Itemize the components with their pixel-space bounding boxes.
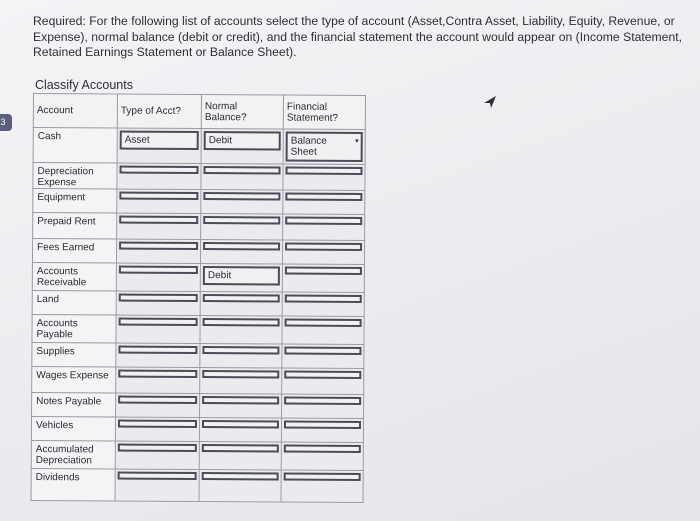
normal-balance-input-value: Debit [207, 270, 232, 282]
table-row [31, 468, 363, 502]
normal-balance-input[interactable] [203, 318, 280, 326]
classify-accounts-table [31, 93, 366, 503]
account-name-cell: Fees Earned [32, 239, 116, 264]
normal-balance-input-cell [200, 316, 282, 345]
financial-statement-select-cell [283, 129, 365, 165]
normal-balance-input[interactable] [204, 166, 281, 174]
normal-balance-input[interactable] [202, 346, 279, 354]
normal-balance-input[interactable] [202, 472, 279, 480]
table-row [32, 314, 364, 344]
type-of-account-input[interactable] [120, 166, 199, 174]
type-of-account-input-cell [116, 367, 200, 394]
type-of-account-input[interactable] [118, 444, 197, 452]
type-of-account-input-cell [116, 393, 200, 418]
account-name-cell: Depreciation Expense [33, 163, 117, 190]
normal-balance-input-cell [200, 240, 282, 265]
type-of-account-input-cell [115, 417, 199, 442]
financial-statement-select[interactable] [284, 473, 361, 481]
financial-statement-select-value: Balance Sheet [290, 135, 327, 158]
account-name-cell: Wages Expense [32, 366, 116, 393]
financial-statement-select-cell [281, 418, 363, 443]
financial-statement-select[interactable] [286, 132, 363, 162]
type-of-account-input[interactable] [119, 192, 198, 200]
header-type-of-account: Type of Acct? [117, 94, 201, 129]
type-of-account-input-cell [117, 163, 201, 190]
financial-statement-select-cell [282, 292, 364, 317]
financial-statement-select[interactable] [285, 217, 362, 225]
type-of-account-input-cell [116, 343, 200, 368]
normal-balance-input[interactable] [203, 294, 280, 302]
financial-statement-select[interactable] [285, 267, 362, 275]
financial-statement-select-cell [281, 470, 363, 503]
type-of-account-input[interactable] [118, 370, 197, 378]
table-row [33, 213, 365, 241]
financial-statement-select[interactable] [284, 371, 361, 379]
table-row [33, 128, 365, 165]
normal-balance-input[interactable] [203, 192, 280, 200]
table-row [31, 440, 363, 470]
financial-statement-select-cell [282, 368, 364, 395]
account-name-cell: Vehicles [31, 416, 115, 441]
table-row [32, 366, 364, 394]
section-title: Classify Accounts [35, 78, 133, 92]
account-name-cell: Accounts Payable [32, 314, 116, 343]
financial-statement-select[interactable] [284, 397, 361, 405]
financial-statement-select[interactable] [285, 319, 362, 327]
account-name-cell: Dividends [31, 468, 115, 501]
normal-balance-input-cell [200, 264, 282, 293]
financial-statement-select-cell [282, 344, 364, 369]
type-of-account-input-cell [115, 441, 199, 470]
header-normal-balance: Normal Balance? [201, 95, 283, 130]
table-body [31, 128, 365, 503]
normal-balance-input-cell [201, 214, 283, 241]
normal-balance-input-cell [201, 190, 283, 215]
table-row [32, 239, 364, 265]
normal-balance-input[interactable] [203, 216, 280, 224]
normal-balance-input[interactable] [202, 396, 279, 404]
account-name-cell: Accumulated Depreciation [31, 440, 115, 469]
financial-statement-select-cell [283, 164, 365, 191]
type-of-account-input-cell [116, 263, 200, 292]
normal-balance-input[interactable] [202, 444, 279, 452]
financial-statement-select[interactable] [285, 243, 362, 251]
normal-balance-input-cell [201, 164, 283, 191]
table-row [33, 189, 365, 215]
normal-balance-input[interactable] [203, 266, 280, 285]
table-row [31, 416, 363, 442]
normal-balance-input-cell [201, 129, 283, 165]
header-account: Account [33, 94, 117, 129]
financial-statement-select[interactable] [284, 347, 361, 355]
type-of-account-input[interactable] [119, 294, 198, 302]
financial-statement-select-cell [282, 316, 364, 345]
type-of-account-input-value: Asset [124, 134, 150, 146]
financial-statement-select[interactable] [284, 421, 361, 429]
table-row [32, 290, 364, 316]
account-name-cell: Notes Payable [32, 392, 116, 417]
financial-statement-select-cell [282, 240, 364, 265]
type-of-account-input[interactable] [119, 242, 198, 250]
type-of-account-input-cell [116, 291, 200, 316]
question-number-badge[interactable]: 3 [0, 114, 12, 131]
type-of-account-input-cell [117, 128, 201, 164]
account-name-cell: Accounts Receivable [32, 262, 116, 291]
normal-balance-input[interactable] [202, 370, 279, 378]
normal-balance-input-cell [200, 368, 282, 395]
type-of-account-input[interactable] [118, 396, 197, 404]
normal-balance-input-cell [200, 394, 282, 419]
financial-statement-select[interactable] [284, 445, 361, 453]
type-of-account-input-cell [116, 315, 200, 344]
account-name-cell: Cash [33, 128, 117, 164]
financial-statement-select-cell [282, 264, 364, 293]
normal-balance-input[interactable] [202, 420, 279, 428]
type-of-account-input[interactable] [119, 266, 198, 274]
instructions-text: Required: For the following list of accounts select the type of account (Asset,Contra Asset, Liability, Equity, Revenue, or Expense), normal balance (debit or credit), and the financial statement the account would appear on (Income Statement, Retained Earnings Statement or Balance Sheet). [33, 14, 683, 59]
mouse-pointer-icon [483, 95, 497, 109]
type-of-account-input-cell [117, 189, 201, 214]
type-of-account-input[interactable] [119, 216, 198, 224]
normal-balance-input[interactable] [204, 131, 281, 150]
financial-statement-select[interactable] [285, 295, 362, 303]
table-row [33, 163, 365, 191]
type-of-account-input-cell [117, 213, 201, 240]
type-of-account-input-cell [115, 469, 199, 502]
normal-balance-input-cell [200, 292, 282, 317]
type-of-account-input[interactable] [118, 346, 197, 354]
financial-statement-select[interactable] [286, 167, 363, 175]
normal-balance-input-value: Debit [208, 135, 233, 147]
financial-statement-select[interactable] [285, 193, 362, 201]
normal-balance-input-cell [199, 418, 281, 443]
financial-statement-select-cell [283, 214, 365, 241]
financial-statement-select-cell [283, 190, 365, 215]
type-of-account-input[interactable] [119, 318, 198, 326]
table-row [32, 392, 364, 418]
account-name-cell: Prepaid Rent [33, 213, 117, 240]
header-financial-statement: Financial Statement? [283, 95, 365, 130]
normal-balance-input-cell [199, 470, 281, 503]
account-name-cell: Land [32, 290, 116, 315]
type-of-account-input-cell [116, 239, 200, 264]
type-of-account-input[interactable] [118, 420, 197, 428]
table-header-row [33, 94, 365, 130]
type-of-account-input[interactable] [118, 472, 197, 480]
normal-balance-input[interactable] [203, 242, 280, 250]
table-row [32, 342, 364, 368]
chevron-down-icon[interactable]: ▾ [355, 137, 359, 145]
financial-statement-select-cell [282, 394, 364, 419]
table-row [32, 262, 364, 292]
normal-balance-input-cell [200, 344, 282, 369]
account-name-cell: Supplies [32, 342, 116, 367]
normal-balance-input-cell [199, 442, 281, 471]
financial-statement-select-cell [281, 442, 363, 471]
type-of-account-input[interactable] [120, 131, 199, 150]
account-name-cell: Equipment [33, 189, 117, 214]
